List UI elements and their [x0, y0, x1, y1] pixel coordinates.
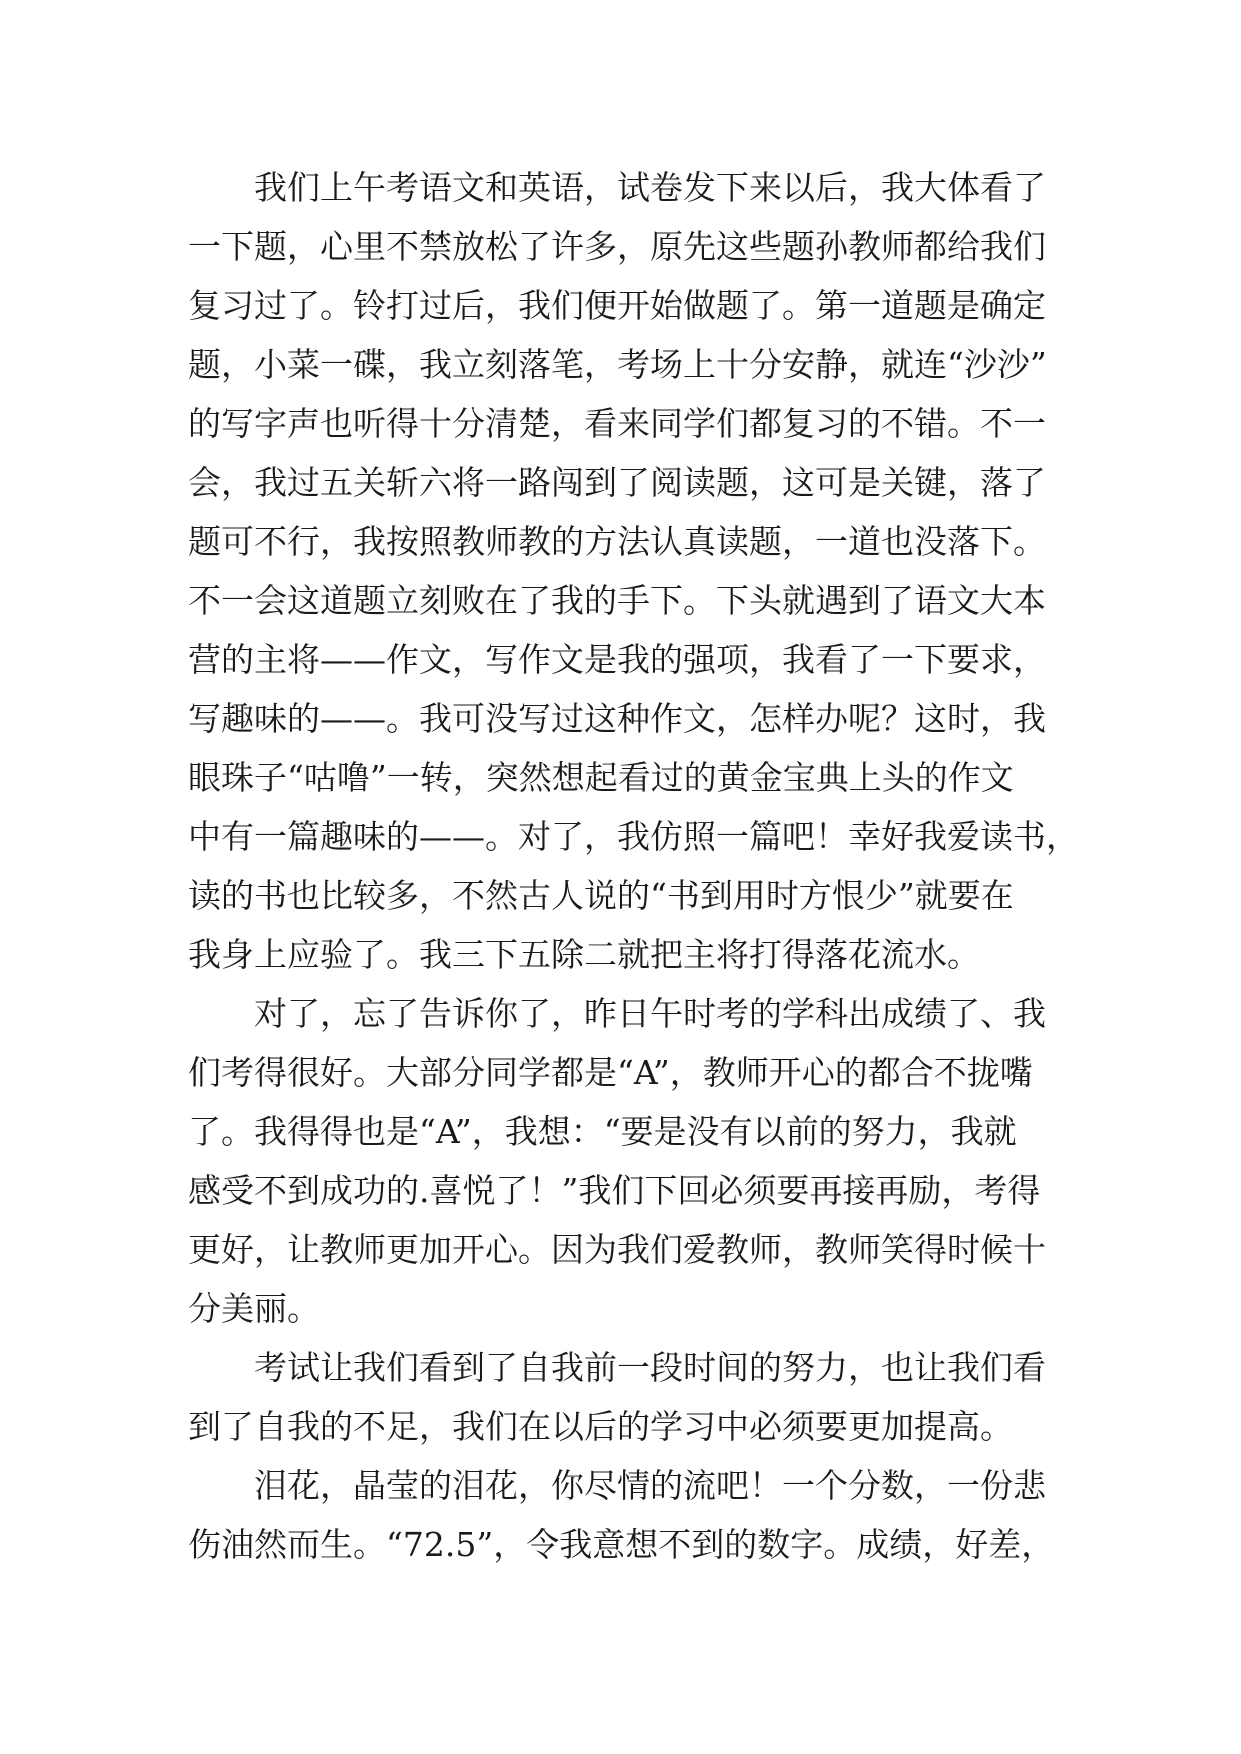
text-line: 中有一篇趣味的——。对了，我仿照一篇吧！幸好我爱读书，: [188, 817, 1079, 856]
text-line: 会，我过五关斩六将一路闯到了阅读题，这可是关键，落了: [188, 463, 1046, 502]
text-line: 眼珠子“咕噜”一转，突然想起看过的黄金宝典上头的作文: [188, 758, 1014, 797]
text-line: 感受不到成功的.喜悦了！”我们下回必须要再接再励，考得: [188, 1171, 1041, 1210]
text-line: 分美丽。: [188, 1289, 320, 1328]
text-line: 到了自我的不足，我们在以后的学习中必须要更加提高。: [188, 1407, 1013, 1446]
text-line: 题，小菜一碟，我立刻落笔，考场上十分安静，就连“沙沙”: [188, 345, 1047, 384]
text-line: 了。我得得也是“A”，我想：“要是没有以前的努力，我就: [188, 1112, 1017, 1151]
text-line: 复习过了。铃打过后，我们便开始做题了。第一道题是确定: [188, 286, 1046, 325]
text-line: 更好，让教师更加开心。因为我们爱教师，教师笑得时候十: [188, 1230, 1046, 1269]
text-line: 读的书也比较多，不然古人说的“书到用时方恨少”就要在: [188, 876, 1014, 915]
text-line: 题可不行，我按照教师教的方法认真读题，一道也没落下。: [188, 522, 1046, 561]
text-line: 我身上应验了。我三下五除二就把主将打得落花流水。: [188, 935, 980, 974]
body-text: [188, 158, 1078, 1574]
text-line: 们考得很好。大部分同学都是“A”，教师开心的都合不拢嘴: [188, 1053, 1033, 1092]
text-line: 写趣味的——。我可没写过这种作文，怎样办呢？这时，我: [188, 699, 1046, 738]
text-line: 的写字声也听得十分清楚，看来同学们都复习的不错。不一: [188, 404, 1046, 443]
text-line: 不一会这道题立刻败在了我的手下。下头就遇到了语文大本: [188, 581, 1046, 620]
text-line: 我们上午考语文和英语，试卷发下来以后，我大体看了: [188, 168, 1046, 207]
text-line: 营的主将——作文，写作文是我的强项，我看了一下要求，: [188, 640, 1046, 679]
text-line: 伤油然而生。“72.5”，令我意想不到的数字。成绩，好差，: [188, 1525, 1055, 1564]
text-line: 泪花，晶莹的泪花，你尽情的流吧！一个分数，一份悲: [188, 1466, 1046, 1505]
text-line: 考试让我们看到了自我前一段时间的努力，也让我们看: [188, 1348, 1046, 1387]
text-line: 对了，忘了告诉你了，昨日午时考的学科出成绩了、我: [188, 994, 1046, 1033]
text-line: 一下题，心里不禁放松了许多，原先这些题孙教师都给我们: [188, 227, 1046, 266]
